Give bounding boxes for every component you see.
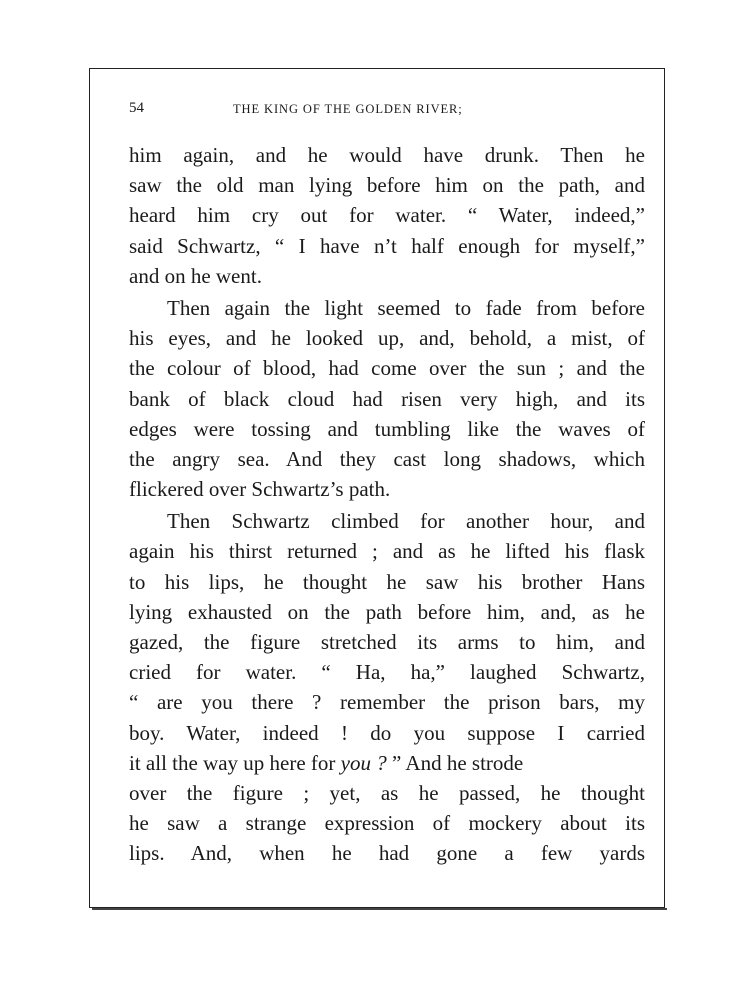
paragraph — [129, 293, 645, 504]
text-line: he saw a strange expression of mockery about its — [129, 811, 645, 836]
text-line: boy. Water, indeed ! do you suppose I carried — [129, 720, 645, 745]
text-line: heard him cry out for water. “ Water, indeed,” — [129, 203, 645, 228]
page-header — [129, 100, 645, 120]
text-line: cried for water. “ Ha, ha,” laughed Schwartz, — [129, 660, 645, 685]
paragraph — [129, 140, 645, 291]
text-line: edges were tossing and tumbling like the waves of — [129, 416, 645, 441]
running-title: THE KING OF THE GOLDEN RIVER; — [233, 102, 463, 116]
page-border-shadow — [92, 908, 667, 910]
text-line: Then Schwartz climbed for another hour, and — [167, 509, 645, 534]
text-line — [129, 748, 645, 778]
text-line: Then again the light seemed to fade from before — [167, 295, 645, 320]
text-line: gazed, the figure stretched its arms to him, and — [129, 630, 645, 654]
text-line: and on he went. — [129, 263, 262, 288]
page-number: 54 — [129, 100, 144, 116]
text-line: said Schwartz, “ I have n’t half enough for myself,” — [129, 233, 645, 258]
text-line: bank of black cloud had risen very high, and its — [129, 386, 645, 411]
text-line: “ are you there ? remember the prison bars, my — [129, 690, 645, 715]
body-text — [129, 140, 645, 869]
text-line: over the figure ; yet, as he passed, he thought — [129, 780, 645, 805]
text-line: the colour of blood, had come over the sun ; and the — [129, 356, 645, 381]
text-line: his eyes, and he looked up, and, behold, a mist, of — [129, 326, 645, 351]
text-line: to his lips, he thought he saw his brother Hans — [129, 569, 645, 594]
italic-word: you ? — [340, 750, 387, 775]
text-line: him again, and he would have drunk. Then he — [129, 143, 645, 167]
text-line: again his thirst returned ; and as he lifted his flask — [129, 539, 645, 564]
text-fragment: it all the way up here for — [129, 750, 341, 775]
text-line: lips. And, when he had gone a few yards — [129, 841, 645, 866]
text-fragment: ” And he strode — [386, 750, 524, 775]
text-line: the angry sea. And they cast long shadows, which — [129, 446, 645, 471]
text-line: flickered over Schwartz’s path. — [129, 477, 391, 502]
text-line: saw the old man lying before him on the path, and — [129, 173, 645, 198]
text-line: lying exhausted on the path before him, and, as he — [129, 599, 645, 624]
paragraph — [129, 506, 645, 868]
